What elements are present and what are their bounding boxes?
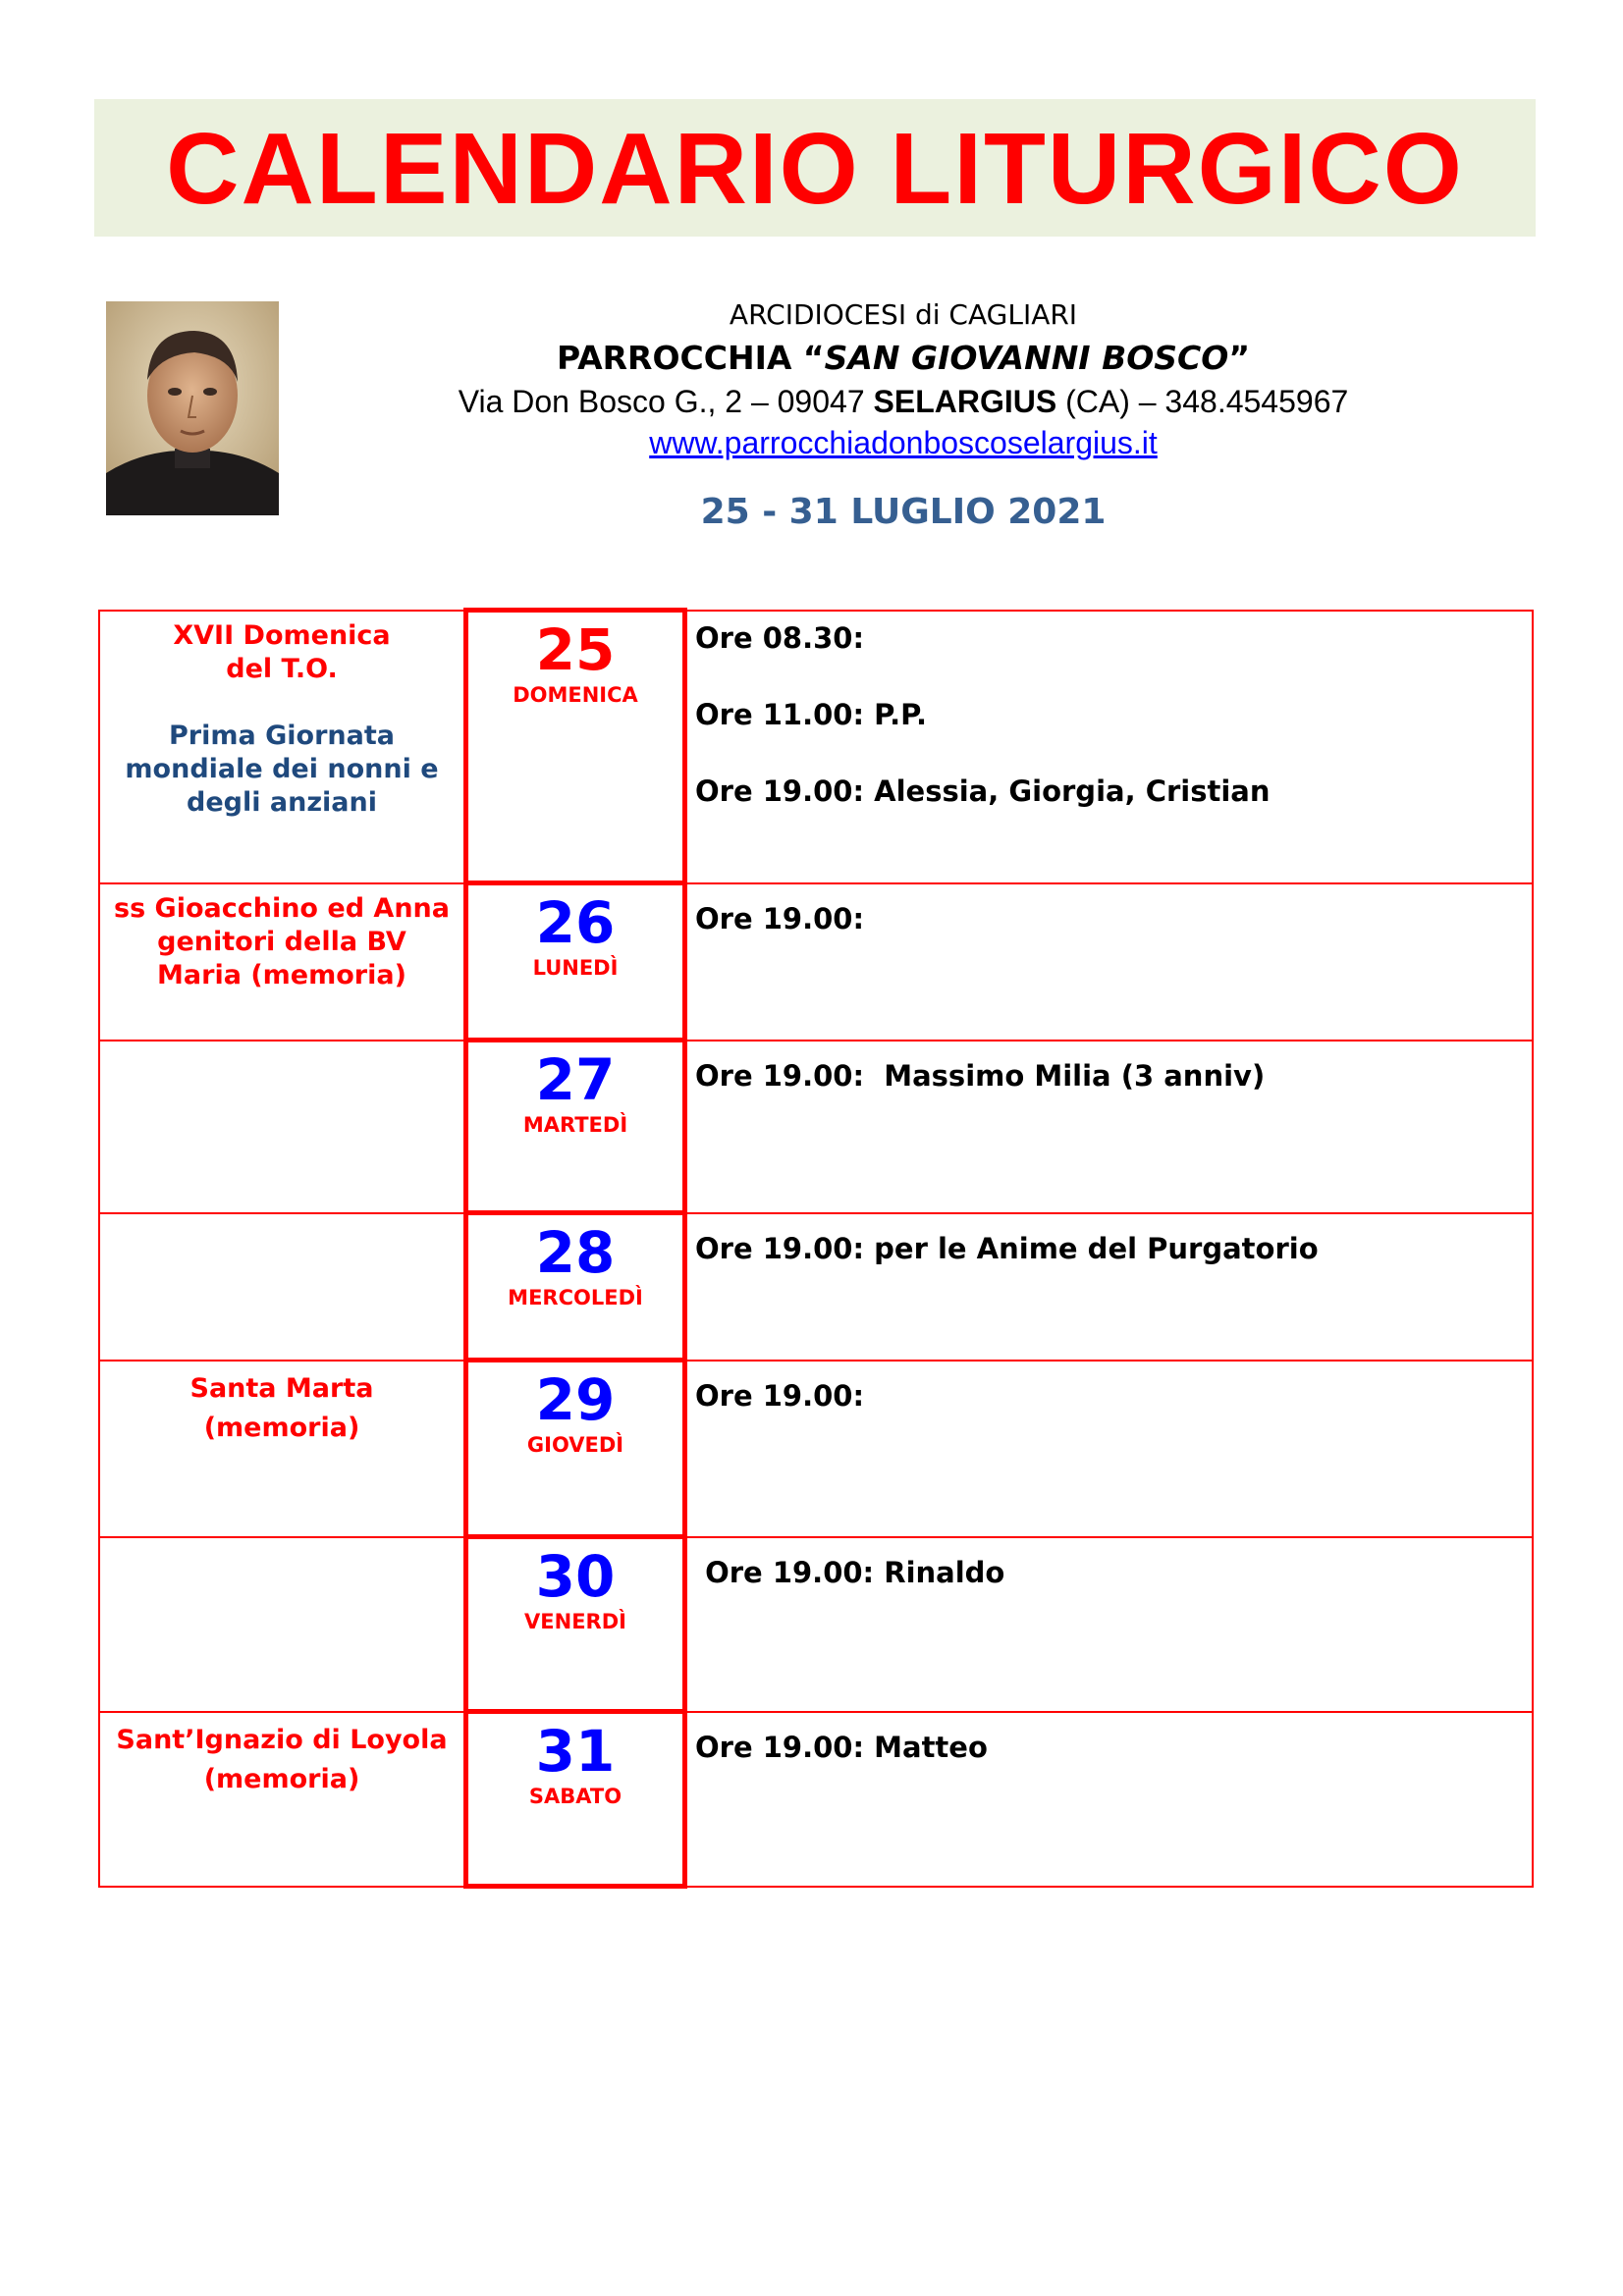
day-cell — [466, 1361, 685, 1537]
day-number: 25 — [535, 616, 616, 683]
feast-note: degli anziani — [187, 786, 377, 818]
feast-label: Sant’Ignazio di Loyola — [116, 1724, 448, 1755]
mass-time: Ore 19.00: Rinaldo — [695, 1555, 1005, 1589]
feast-label: Santa Marta — [189, 1372, 374, 1404]
parish-prefix: PARROCCHIA “ — [556, 339, 825, 377]
mass-time: Ore 19.00: Massimo Milia (3 anniv) — [695, 1058, 1266, 1093]
masses-cell — [685, 611, 1534, 883]
feast-cell — [99, 1537, 466, 1712]
page-title: CALENDARIO LITURGICO — [166, 111, 1464, 225]
website-row — [324, 422, 1483, 463]
address-phone: (CA) – 348.4545967 — [1056, 384, 1349, 419]
week-range: 25 - 31 LUGLIO 2021 — [700, 492, 1107, 532]
day-row — [99, 611, 1533, 883]
parish-saint: SAN GIOVANNI BOSCO — [824, 339, 1229, 377]
mass-time: Ore 11.00: P.P. — [695, 697, 928, 731]
feast-note: Prima Giornata — [169, 720, 395, 751]
parish-suffix: ” — [1228, 339, 1251, 377]
masses-cell — [685, 1041, 1534, 1213]
day-number: 28 — [535, 1219, 616, 1286]
day-name: SABATO — [528, 1785, 622, 1808]
mass-time: Ore 19.00: — [695, 1378, 865, 1413]
portrait-image — [106, 301, 279, 515]
masses-cell — [685, 1537, 1534, 1712]
feast-cell — [99, 1213, 466, 1361]
day-row — [99, 1213, 1533, 1361]
address-street: Via Don Bosco G., 2 – 09047 — [458, 384, 874, 419]
day-number: 29 — [535, 1366, 616, 1433]
feast-label: genitori della BV — [157, 926, 406, 957]
feast-cell — [99, 1361, 466, 1537]
parish-address — [324, 381, 1483, 422]
day-number: 27 — [535, 1046, 616, 1113]
feast-label: del T.O. — [226, 653, 338, 684]
saint-portrait — [106, 301, 279, 515]
day-cell — [466, 1041, 685, 1213]
day-cell — [466, 1712, 685, 1887]
masses-cell — [685, 1712, 1534, 1887]
website-link[interactable]: www.parrocchiadonboscoselargius.it — [649, 425, 1158, 460]
day-cell — [466, 1213, 685, 1361]
masses-cell — [685, 1361, 1534, 1537]
feast-label: (memoria) — [203, 1763, 360, 1794]
day-row — [99, 883, 1533, 1041]
mass-time: Ore 19.00: per le Anime del Purgatorio — [695, 1231, 1319, 1265]
day-name: MERCOLEDÌ — [508, 1286, 643, 1309]
address-city: SELARGIUS — [873, 384, 1057, 419]
day-name: LUNEDÌ — [532, 956, 619, 980]
mass-time: Ore 08.30: — [695, 620, 865, 655]
feast-label: XVII Domenica — [173, 619, 391, 651]
feast-note: mondiale dei nonni e — [125, 753, 439, 784]
day-cell — [466, 611, 685, 883]
day-number: 26 — [535, 889, 616, 956]
feast-label: Maria (memoria) — [157, 959, 406, 990]
calendar-table — [98, 608, 1534, 1889]
parish-header — [324, 294, 1483, 534]
feast-label: (memoria) — [203, 1412, 360, 1443]
feast-label: ss Gioacchino ed Anna — [114, 892, 450, 924]
day-row — [99, 1712, 1533, 1887]
day-row — [99, 1361, 1533, 1537]
day-name: GIOVEDÌ — [526, 1433, 624, 1457]
feast-cell — [99, 1041, 466, 1213]
day-name: DOMENICA — [513, 683, 638, 707]
day-row — [99, 1041, 1533, 1213]
masses-cell — [685, 1213, 1534, 1361]
day-name: MARTEDÌ — [522, 1113, 628, 1137]
day-number: 31 — [535, 1718, 616, 1785]
masses-cell — [685, 883, 1534, 1041]
feast-cell — [99, 611, 466, 883]
day-cell — [466, 883, 685, 1041]
mass-time: Ore 19.00: Matteo — [695, 1730, 988, 1764]
day-name: VENERDÌ — [524, 1610, 626, 1633]
day-number: 30 — [535, 1543, 616, 1610]
mass-time: Ore 19.00: — [695, 901, 865, 935]
day-row — [99, 1537, 1533, 1712]
calendar-body — [99, 611, 1533, 1887]
diocese-name: ARCIDIOCESI di CAGLIARI — [729, 298, 1078, 331]
parish-name — [324, 336, 1483, 381]
feast-cell — [99, 1712, 466, 1887]
day-cell — [466, 1537, 685, 1712]
feast-cell — [99, 883, 466, 1041]
mass-time: Ore 19.00: Alessia, Giorgia, Cristian — [695, 774, 1271, 808]
title-banner — [94, 99, 1536, 237]
